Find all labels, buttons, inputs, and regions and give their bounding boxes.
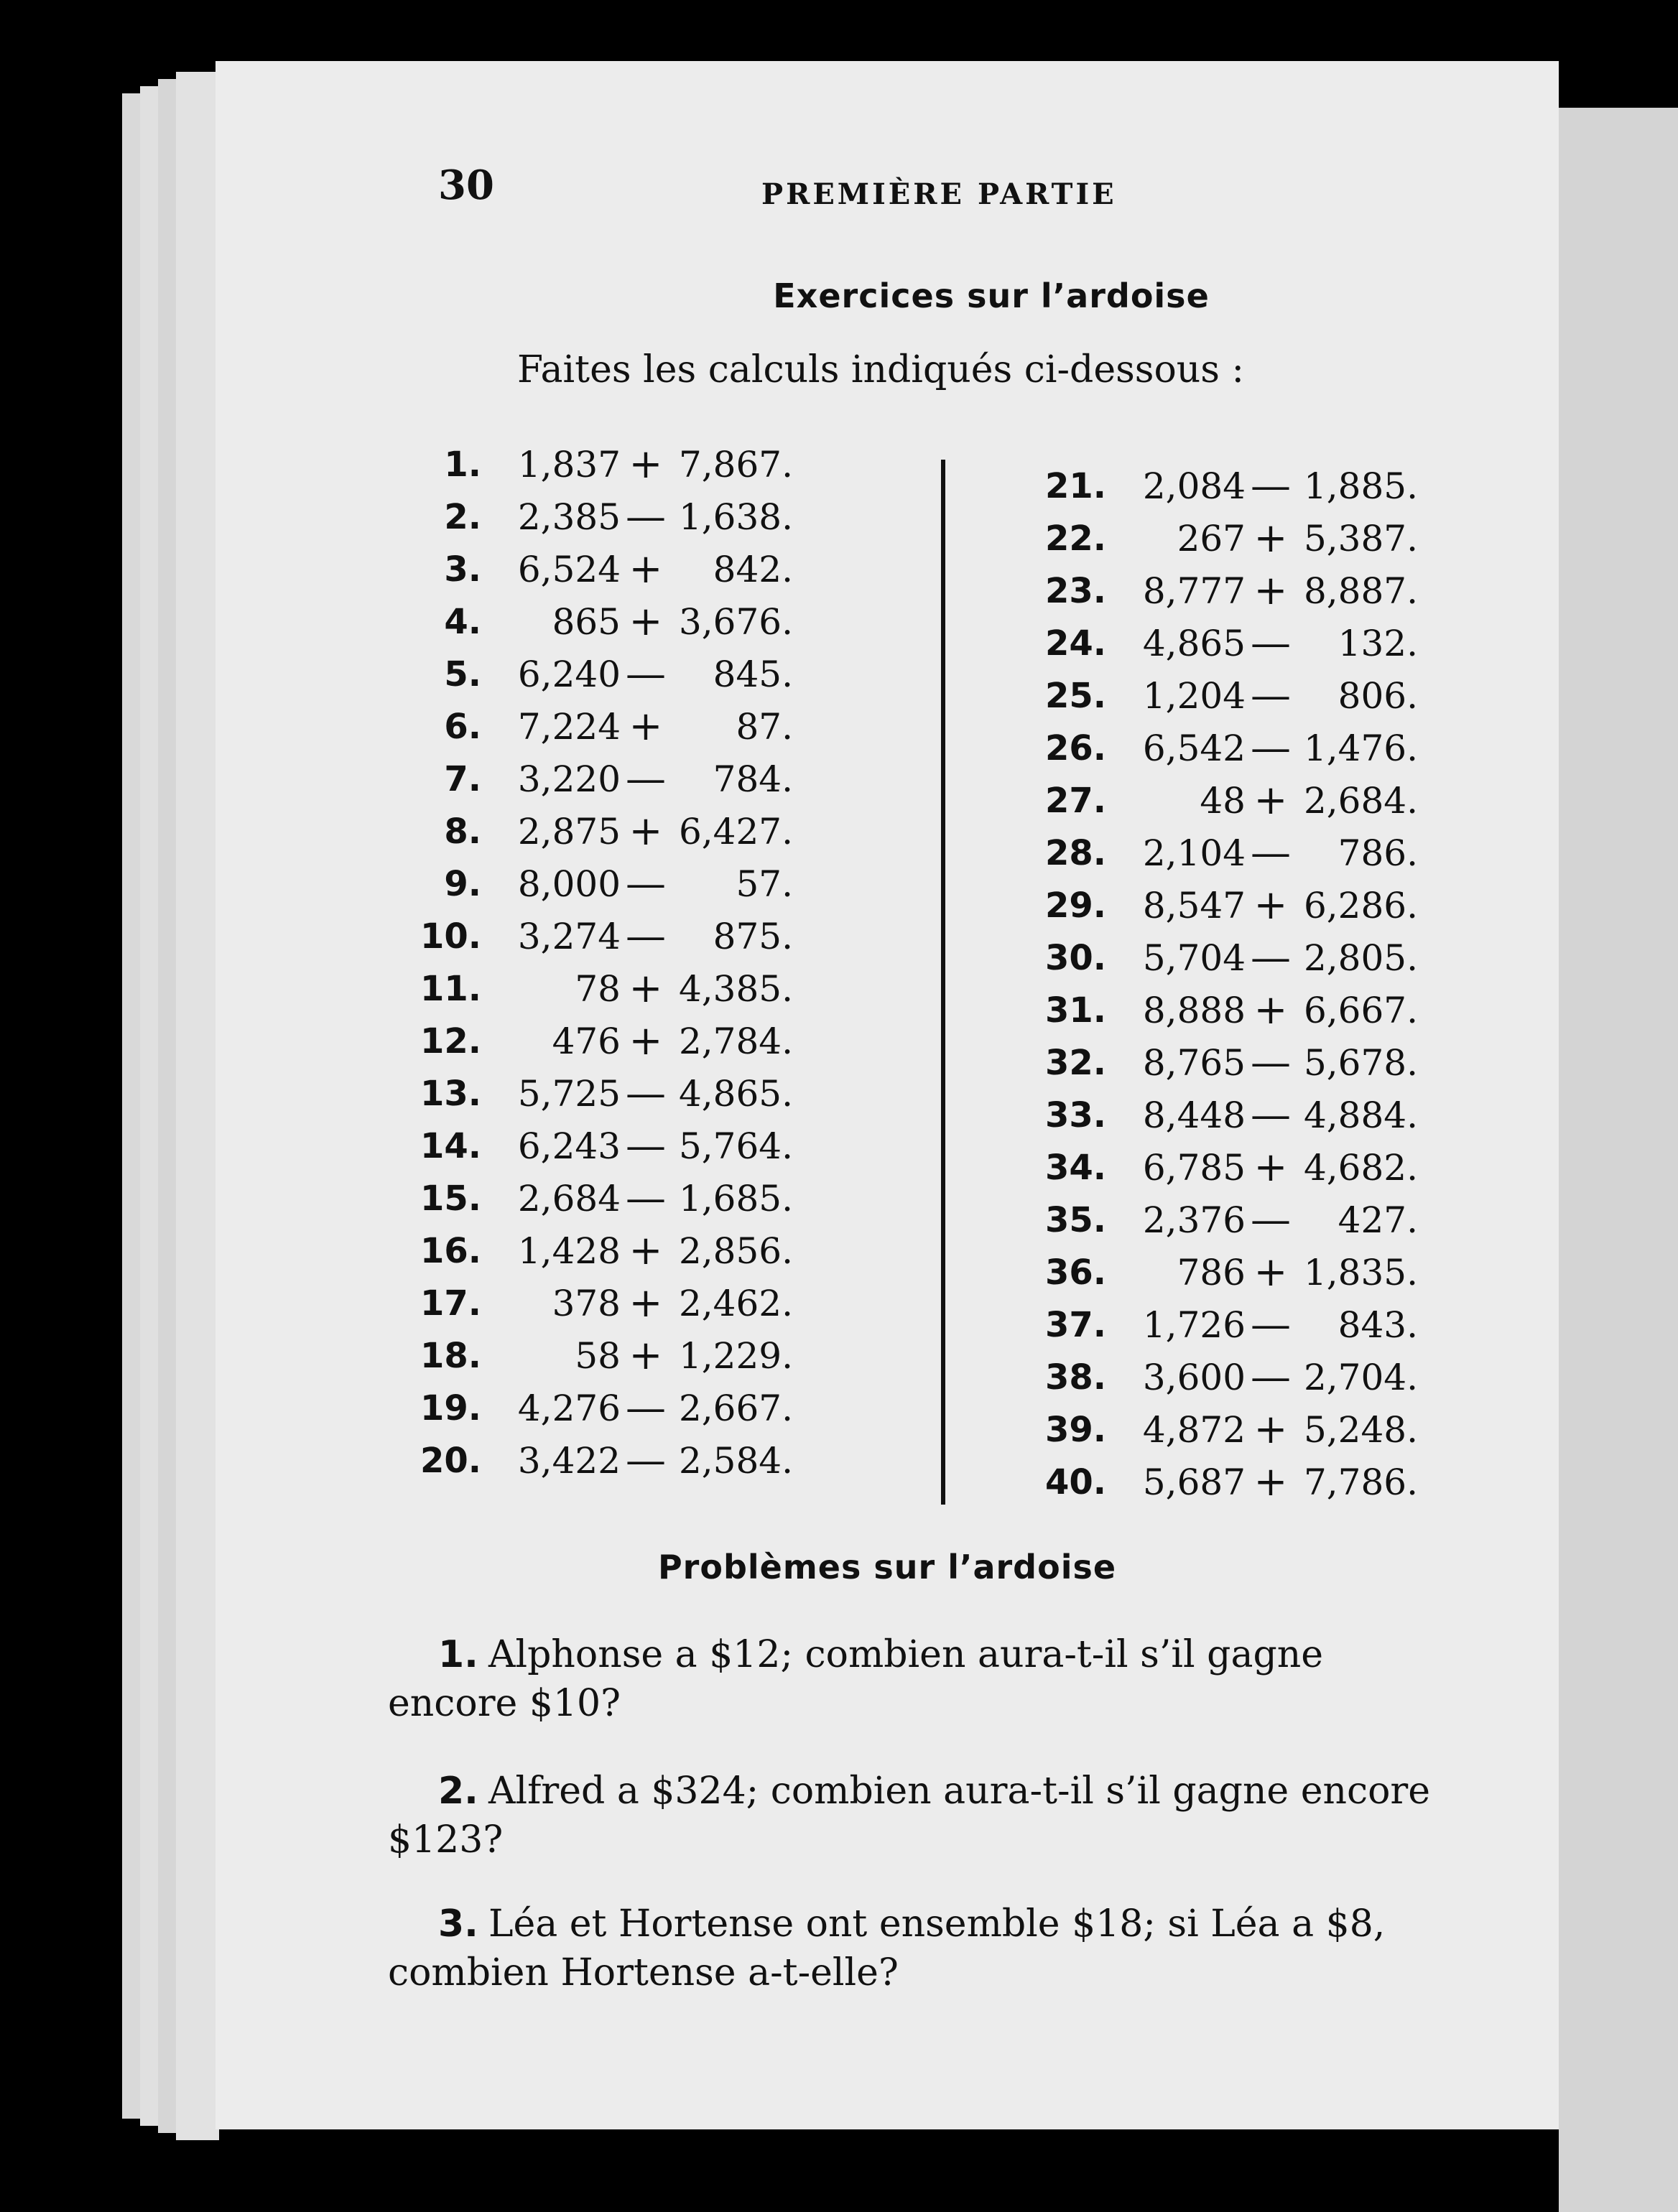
first-operand: 58	[575, 1334, 621, 1377]
exercise-item	[388, 1015, 793, 1067]
problem-text: Alfred a $324; combien aura-t-il s’il gagne encore $123?	[388, 1770, 1431, 1862]
first-operand: 267	[1177, 517, 1246, 559]
first-operand: 4,872	[1142, 1408, 1246, 1451]
operator: +	[1253, 882, 1288, 929]
operator: —	[626, 651, 666, 697]
first-operand: 5,725	[517, 1072, 621, 1115]
first-operand: 1,837	[517, 443, 621, 485]
operator: —	[1251, 1301, 1291, 1348]
second-operand: 7,786.	[1303, 1461, 1418, 1503]
exercise-item	[1013, 1089, 1418, 1141]
first-operand: 3,422	[517, 1439, 621, 1482]
page-edge	[176, 72, 219, 2140]
exercise-item	[1013, 1194, 1418, 1246]
first-operand: 865	[552, 600, 621, 643]
exercise-item	[388, 1277, 793, 1329]
second-operand: 5,248.	[1303, 1408, 1418, 1451]
second-operand: 3,676.	[678, 600, 793, 643]
second-operand: 806.	[1338, 674, 1418, 717]
exercise-number: 29.	[1044, 885, 1106, 926]
exercise-number: 32.	[1044, 1042, 1106, 1083]
operator: —	[626, 860, 666, 907]
operator: +	[1253, 515, 1288, 562]
first-operand: 2,875	[517, 810, 621, 852]
column-divider	[941, 460, 945, 1505]
exercise-item	[388, 753, 793, 805]
problem-item	[388, 1767, 1437, 1864]
second-operand: 5,764.	[678, 1125, 793, 1167]
second-operand: 1,476.	[1303, 727, 1418, 769]
operator: —	[626, 1175, 666, 1222]
page-number: 30	[438, 162, 494, 209]
exercise-number: 17.	[420, 1283, 481, 1324]
first-operand: 8,000	[517, 863, 621, 905]
operator: +	[1253, 1249, 1288, 1296]
operator: +	[1253, 777, 1288, 824]
second-operand: 1,885.	[1303, 465, 1418, 507]
exercise-number: 11.	[420, 968, 481, 1009]
exercise-item	[388, 1382, 793, 1434]
second-operand: 2,784.	[678, 1020, 793, 1062]
adjacent-page	[1559, 108, 1678, 2212]
exercise-item	[388, 700, 793, 753]
second-operand: 1,638.	[678, 496, 793, 538]
second-operand: 786.	[1338, 832, 1418, 874]
first-operand: 6,524	[517, 548, 621, 590]
operator: —	[1251, 934, 1291, 981]
exercise-item	[1013, 827, 1418, 879]
operator: +	[629, 808, 663, 855]
exercise-number: 24.	[1044, 623, 1106, 664]
exercise-number: 13.	[420, 1073, 481, 1114]
operator: +	[1253, 1144, 1288, 1191]
first-operand: 1,204	[1142, 674, 1246, 717]
first-operand: 6,542	[1142, 727, 1246, 769]
first-operand: 2,684	[517, 1177, 621, 1219]
operator: +	[629, 965, 663, 1012]
exercise-number: 22.	[1044, 518, 1106, 559]
second-operand: 6,667.	[1303, 989, 1418, 1031]
second-operand: 87.	[736, 705, 793, 748]
exercise-item	[1013, 460, 1418, 512]
operator: +	[629, 703, 663, 750]
exercise-item	[1013, 512, 1418, 564]
exercise-number: 23.	[1044, 570, 1106, 611]
second-operand: 2,805.	[1303, 937, 1418, 979]
first-operand: 6,785	[1142, 1146, 1246, 1189]
second-operand: 843.	[1338, 1304, 1418, 1346]
problem-text: Alphonse a $12; combien aura-t-il s’il gagne encore $10?	[388, 1633, 1323, 1725]
running-title: PREMIÈRE PARTIE	[761, 177, 1117, 211]
first-operand: 78	[575, 967, 621, 1010]
first-operand: 2,376	[1142, 1199, 1246, 1241]
problem-item	[388, 1630, 1437, 1728]
operator: +	[629, 1227, 663, 1274]
second-operand: 57.	[736, 863, 793, 905]
exercise-item	[388, 858, 793, 910]
exercise-item	[388, 491, 793, 543]
exercise-item	[388, 1172, 793, 1224]
operator: +	[629, 1332, 663, 1379]
exercise-item	[1013, 1456, 1418, 1508]
first-operand: 786	[1177, 1251, 1246, 1293]
exercise-number: 9.	[444, 863, 481, 904]
operator: —	[626, 1437, 666, 1484]
exercise-column-right	[1013, 460, 1418, 1508]
exercise-number: 8.	[444, 811, 481, 852]
exercise-item	[1013, 669, 1418, 722]
exercise-item	[1013, 1036, 1418, 1089]
operator: —	[1251, 463, 1291, 509]
operator: —	[1251, 672, 1291, 719]
operator: —	[1251, 1196, 1291, 1243]
exercise-item	[1013, 1298, 1418, 1351]
first-operand: 1,726	[1142, 1304, 1246, 1346]
second-operand: 2,704.	[1303, 1356, 1418, 1398]
operator: +	[629, 441, 663, 488]
operator: —	[626, 1385, 666, 1431]
second-operand: 842.	[713, 548, 793, 590]
first-operand: 6,243	[517, 1125, 621, 1167]
operator: —	[626, 756, 666, 802]
exercise-item	[388, 1120, 793, 1172]
first-operand: 7,224	[517, 705, 621, 748]
exercise-number: 37.	[1044, 1304, 1106, 1345]
exercise-column-left	[388, 438, 793, 1487]
exercise-item	[1013, 1246, 1418, 1298]
exercise-number: 6.	[444, 706, 481, 747]
first-operand: 8,448	[1142, 1094, 1246, 1136]
exercise-item	[1013, 984, 1418, 1036]
operator: —	[626, 493, 666, 540]
exercise-number: 14.	[420, 1125, 481, 1166]
operator: +	[1253, 567, 1288, 614]
exercise-item	[388, 1067, 793, 1120]
exercise-item	[388, 1224, 793, 1277]
first-operand: 3,220	[517, 758, 621, 800]
second-operand: 4,682.	[1303, 1146, 1418, 1189]
second-operand: 8,887.	[1303, 570, 1418, 612]
problem-text: Léa et Hortense ont ensemble $18; si Léa a $8, combien Hortense a-t-elle?	[388, 1902, 1386, 1994]
page-header	[215, 162, 1559, 219]
exercise-number: 2.	[444, 496, 481, 537]
problem-number: 3.	[438, 1902, 478, 1946]
exercise-item	[1013, 931, 1418, 984]
exercises-title: Exercices sur l’ardoise	[773, 276, 1210, 315]
problem-item	[388, 1900, 1437, 1997]
first-operand: 4,276	[517, 1387, 621, 1429]
operator: —	[1251, 1092, 1291, 1138]
second-operand: 7,867.	[678, 443, 793, 485]
second-operand: 2,584.	[678, 1439, 793, 1482]
first-operand: 8,888	[1142, 989, 1246, 1031]
exercise-number: 36.	[1044, 1252, 1106, 1293]
exercise-item	[1013, 617, 1418, 669]
exercise-number: 7.	[444, 758, 481, 799]
exercises-instructions: Faites les calculs indiqués ci-dessous :	[517, 348, 1244, 391]
operator: +	[629, 598, 663, 645]
second-operand: 1,685.	[678, 1177, 793, 1219]
exercise-number: 15.	[420, 1178, 481, 1219]
operator: —	[626, 913, 666, 959]
exercise-number: 25.	[1044, 675, 1106, 716]
first-operand: 2,084	[1142, 465, 1246, 507]
first-operand: 378	[552, 1282, 621, 1324]
first-operand: 8,765	[1142, 1041, 1246, 1084]
first-operand: 5,704	[1142, 937, 1246, 979]
problem-number: 1.	[438, 1633, 478, 1676]
exercise-number: 10.	[420, 916, 481, 957]
second-operand: 2,667.	[678, 1387, 793, 1429]
exercise-item	[388, 543, 793, 595]
operator: —	[626, 1070, 666, 1117]
problems-title: Problèmes sur l’ardoise	[657, 1548, 1117, 1586]
exercise-number: 19.	[420, 1388, 481, 1428]
second-operand: 2,684.	[1303, 779, 1418, 822]
second-operand: 2,462.	[678, 1282, 793, 1324]
operator: +	[629, 1280, 663, 1326]
second-operand: 1,835.	[1303, 1251, 1418, 1293]
first-operand: 4,865	[1142, 622, 1246, 664]
second-operand: 2,856.	[678, 1230, 793, 1272]
exercise-number: 1.	[444, 444, 481, 485]
exercise-number: 30.	[1044, 937, 1106, 978]
second-operand: 6,286.	[1303, 884, 1418, 926]
second-operand: 4,865.	[678, 1072, 793, 1115]
second-operand: 427.	[1338, 1199, 1418, 1241]
exercise-item	[1013, 879, 1418, 931]
exercise-number: 3.	[444, 549, 481, 590]
first-operand: 3,274	[517, 915, 621, 957]
exercise-item	[1013, 774, 1418, 827]
exercise-item	[388, 595, 793, 648]
operator: +	[1253, 1406, 1288, 1453]
exercise-item	[1013, 1403, 1418, 1456]
exercise-item	[1013, 564, 1418, 617]
exercise-number: 5.	[444, 654, 481, 694]
exercise-item	[388, 805, 793, 858]
second-operand: 784.	[713, 758, 793, 800]
first-operand: 6,240	[517, 653, 621, 695]
first-operand: 476	[552, 1020, 621, 1062]
exercise-number: 20.	[420, 1440, 481, 1481]
second-operand: 875.	[713, 915, 793, 957]
exercise-number: 33.	[1044, 1095, 1106, 1135]
first-operand: 48	[1200, 779, 1246, 822]
second-operand: 6,427.	[678, 810, 793, 852]
exercise-item	[388, 962, 793, 1015]
second-operand: 5,387.	[1303, 517, 1418, 559]
exercise-item	[388, 438, 793, 491]
exercise-number: 39.	[1044, 1409, 1106, 1450]
second-operand: 4,385.	[678, 967, 793, 1010]
second-operand: 845.	[713, 653, 793, 695]
book-page	[215, 61, 1559, 2129]
first-operand: 8,777	[1142, 570, 1246, 612]
exercise-number: 35.	[1044, 1199, 1106, 1240]
first-operand: 3,600	[1142, 1356, 1246, 1398]
second-operand: 4,884.	[1303, 1094, 1418, 1136]
exercise-item	[1013, 1141, 1418, 1194]
first-operand: 2,104	[1142, 832, 1246, 874]
exercise-number: 31.	[1044, 990, 1106, 1031]
operator: —	[1251, 830, 1291, 876]
second-operand: 5,678.	[1303, 1041, 1418, 1084]
second-operand: 1,229.	[678, 1334, 793, 1377]
first-operand: 5,687	[1142, 1461, 1246, 1503]
operator: —	[1251, 725, 1291, 771]
operator: —	[1251, 620, 1291, 666]
first-operand: 8,547	[1142, 884, 1246, 926]
exercise-item	[1013, 1351, 1418, 1403]
exercise-number: 16.	[420, 1230, 481, 1271]
problem-number: 2.	[438, 1770, 478, 1813]
exercise-item	[388, 1329, 793, 1382]
first-operand: 1,428	[517, 1230, 621, 1272]
exercise-item	[388, 648, 793, 700]
exercise-item	[388, 1434, 793, 1487]
exercise-number: 12.	[420, 1021, 481, 1061]
operator: —	[626, 1123, 666, 1169]
operator: +	[1253, 1459, 1288, 1505]
exercise-number: 28.	[1044, 832, 1106, 873]
operator: —	[1251, 1354, 1291, 1400]
second-operand: 132.	[1338, 622, 1418, 664]
operator: +	[629, 546, 663, 592]
exercise-number: 38.	[1044, 1357, 1106, 1398]
exercise-number: 18.	[420, 1335, 481, 1376]
exercise-item	[1013, 722, 1418, 774]
operator: —	[1251, 1039, 1291, 1086]
exercise-number: 21.	[1044, 465, 1106, 506]
exercise-number: 34.	[1044, 1147, 1106, 1188]
exercise-item	[388, 910, 793, 962]
exercise-number: 4.	[444, 601, 481, 642]
exercise-number: 27.	[1044, 780, 1106, 821]
exercise-number: 26.	[1044, 728, 1106, 768]
first-operand: 2,385	[517, 496, 621, 538]
operator: +	[629, 1018, 663, 1064]
exercise-number: 40.	[1044, 1462, 1106, 1502]
operator: +	[1253, 987, 1288, 1033]
